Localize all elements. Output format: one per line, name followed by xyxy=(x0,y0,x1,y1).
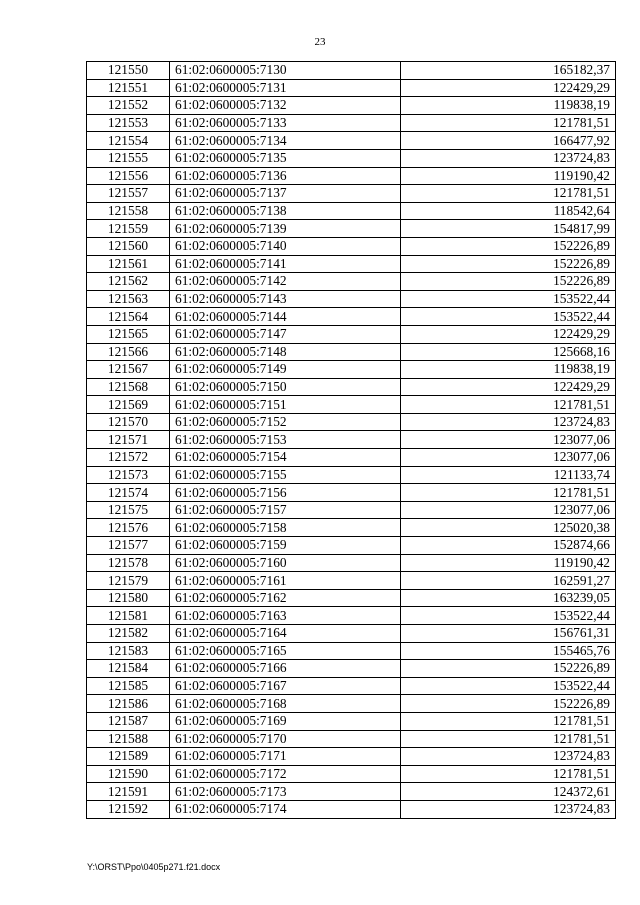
row-number-cell: 121571 xyxy=(87,431,170,449)
cadastral-number-cell: 61:02:0600005:7144 xyxy=(170,308,401,326)
cadastral-number-cell: 61:02:0600005:7147 xyxy=(170,325,401,343)
cadastral-value-cell: 124372,61 xyxy=(401,783,616,801)
table-row xyxy=(87,660,616,678)
row-number-cell: 121592 xyxy=(87,800,170,818)
row-number-cell: 121568 xyxy=(87,378,170,396)
cadastral-value-cell: 152226,89 xyxy=(401,695,616,713)
cadastral-value-cell: 122429,29 xyxy=(401,79,616,97)
table-row xyxy=(87,220,616,238)
row-number-cell: 121574 xyxy=(87,484,170,502)
cadastral-value-cell: 123077,06 xyxy=(401,449,616,467)
row-number-cell: 121550 xyxy=(87,62,170,80)
cadastral-value-cell: 166477,92 xyxy=(401,132,616,150)
row-number-cell: 121553 xyxy=(87,114,170,132)
cadastral-number-cell: 61:02:0600005:7134 xyxy=(170,132,401,150)
cadastral-value-cell: 152226,89 xyxy=(401,255,616,273)
table-row xyxy=(87,325,616,343)
row-number-cell: 121582 xyxy=(87,625,170,643)
cadastral-number-cell: 61:02:0600005:7151 xyxy=(170,396,401,414)
cadastral-number-cell: 61:02:0600005:7138 xyxy=(170,202,401,220)
cadastral-number-cell: 61:02:0600005:7139 xyxy=(170,220,401,238)
cadastral-value-cell: 121133,74 xyxy=(401,466,616,484)
row-number-cell: 121570 xyxy=(87,413,170,431)
row-number-cell: 121584 xyxy=(87,660,170,678)
row-number-cell: 121591 xyxy=(87,783,170,801)
row-number-cell: 121564 xyxy=(87,308,170,326)
table-row xyxy=(87,185,616,203)
table-row xyxy=(87,79,616,97)
table-row xyxy=(87,202,616,220)
cadastral-number-cell: 61:02:0600005:7153 xyxy=(170,431,401,449)
cadastral-number-cell: 61:02:0600005:7160 xyxy=(170,554,401,572)
cadastral-number-cell: 61:02:0600005:7156 xyxy=(170,484,401,502)
table-row xyxy=(87,431,616,449)
table-row xyxy=(87,625,616,643)
cadastral-value-cell: 118542,64 xyxy=(401,202,616,220)
cadastral-value-cell: 152874,66 xyxy=(401,537,616,555)
cadastral-value-cell: 121781,51 xyxy=(401,114,616,132)
cadastral-value-cell: 152226,89 xyxy=(401,660,616,678)
table-row xyxy=(87,589,616,607)
table-row xyxy=(87,730,616,748)
cadastral-value-cell: 121781,51 xyxy=(401,484,616,502)
cadastral-number-cell: 61:02:0600005:7135 xyxy=(170,149,401,167)
row-number-cell: 121557 xyxy=(87,185,170,203)
cadastral-number-cell: 61:02:0600005:7141 xyxy=(170,255,401,273)
table-row xyxy=(87,237,616,255)
table-row xyxy=(87,519,616,537)
cadastral-value-cell: 122429,29 xyxy=(401,325,616,343)
row-number-cell: 121552 xyxy=(87,97,170,115)
cadastral-number-cell: 61:02:0600005:7157 xyxy=(170,501,401,519)
cadastral-number-cell: 61:02:0600005:7171 xyxy=(170,748,401,766)
cadastral-number-cell: 61:02:0600005:7142 xyxy=(170,273,401,291)
table-row xyxy=(87,343,616,361)
row-number-cell: 121561 xyxy=(87,255,170,273)
row-number-cell: 121559 xyxy=(87,220,170,238)
cadastral-number-cell: 61:02:0600005:7173 xyxy=(170,783,401,801)
table-row xyxy=(87,378,616,396)
table-row xyxy=(87,537,616,555)
table-row xyxy=(87,783,616,801)
row-number-cell: 121580 xyxy=(87,589,170,607)
table-row xyxy=(87,501,616,519)
row-number-cell: 121578 xyxy=(87,554,170,572)
table-row xyxy=(87,413,616,431)
cadastral-value-cell: 121781,51 xyxy=(401,765,616,783)
cadastral-number-cell: 61:02:0600005:7137 xyxy=(170,185,401,203)
cadastral-value-cell: 121781,51 xyxy=(401,185,616,203)
row-number-cell: 121572 xyxy=(87,449,170,467)
cadastral-value-cell: 154817,99 xyxy=(401,220,616,238)
row-number-cell: 121562 xyxy=(87,273,170,291)
cadastral-value-cell: 123077,06 xyxy=(401,501,616,519)
cadastral-number-cell: 61:02:0600005:7164 xyxy=(170,625,401,643)
cadastral-value-cell: 125668,16 xyxy=(401,343,616,361)
row-number-cell: 121586 xyxy=(87,695,170,713)
row-number-cell: 121581 xyxy=(87,607,170,625)
cadastral-value-table xyxy=(86,61,616,819)
cadastral-value-cell: 165182,37 xyxy=(401,62,616,80)
table-row xyxy=(87,554,616,572)
table-row xyxy=(87,62,616,80)
table-row xyxy=(87,466,616,484)
cadastral-number-cell: 61:02:0600005:7161 xyxy=(170,572,401,590)
cadastral-value-cell: 153522,44 xyxy=(401,607,616,625)
cadastral-value-cell: 119190,42 xyxy=(401,554,616,572)
row-number-cell: 121554 xyxy=(87,132,170,150)
cadastral-number-cell: 61:02:0600005:7165 xyxy=(170,642,401,660)
cadastral-value-cell: 119838,19 xyxy=(401,97,616,115)
row-number-cell: 121585 xyxy=(87,677,170,695)
row-number-cell: 121567 xyxy=(87,361,170,379)
row-number-cell: 121569 xyxy=(87,396,170,414)
row-number-cell: 121577 xyxy=(87,537,170,555)
row-number-cell: 121558 xyxy=(87,202,170,220)
cadastral-number-cell: 61:02:0600005:7143 xyxy=(170,290,401,308)
cadastral-value-cell: 123724,83 xyxy=(401,800,616,818)
table-row xyxy=(87,642,616,660)
cadastral-value-cell: 163239,05 xyxy=(401,589,616,607)
cadastral-number-cell: 61:02:0600005:7166 xyxy=(170,660,401,678)
table-row xyxy=(87,712,616,730)
cadastral-value-cell: 121781,51 xyxy=(401,730,616,748)
table-row xyxy=(87,396,616,414)
row-number-cell: 121587 xyxy=(87,712,170,730)
cadastral-number-cell: 61:02:0600005:7148 xyxy=(170,343,401,361)
cadastral-number-cell: 61:02:0600005:7136 xyxy=(170,167,401,185)
cadastral-value-cell: 119838,19 xyxy=(401,361,616,379)
table-row xyxy=(87,167,616,185)
row-number-cell: 121590 xyxy=(87,765,170,783)
table-row xyxy=(87,572,616,590)
row-number-cell: 121589 xyxy=(87,748,170,766)
table-row xyxy=(87,765,616,783)
row-number-cell: 121560 xyxy=(87,237,170,255)
cadastral-number-cell: 61:02:0600005:7174 xyxy=(170,800,401,818)
row-number-cell: 121588 xyxy=(87,730,170,748)
table-row xyxy=(87,695,616,713)
row-number-cell: 121573 xyxy=(87,466,170,484)
cadastral-number-cell: 61:02:0600005:7140 xyxy=(170,237,401,255)
cadastral-value-cell: 152226,89 xyxy=(401,237,616,255)
cadastral-value-cell: 153522,44 xyxy=(401,677,616,695)
cadastral-number-cell: 61:02:0600005:7167 xyxy=(170,677,401,695)
cadastral-number-cell: 61:02:0600005:7132 xyxy=(170,97,401,115)
cadastral-value-cell: 123724,83 xyxy=(401,413,616,431)
cadastral-value-cell: 123724,83 xyxy=(401,149,616,167)
cadastral-number-cell: 61:02:0600005:7168 xyxy=(170,695,401,713)
cadastral-number-cell: 61:02:0600005:7150 xyxy=(170,378,401,396)
row-number-cell: 121563 xyxy=(87,290,170,308)
cadastral-number-cell: 61:02:0600005:7170 xyxy=(170,730,401,748)
table-row xyxy=(87,308,616,326)
row-number-cell: 121555 xyxy=(87,149,170,167)
row-number-cell: 121566 xyxy=(87,343,170,361)
table-row xyxy=(87,748,616,766)
table-row xyxy=(87,607,616,625)
table-row xyxy=(87,97,616,115)
row-number-cell: 121576 xyxy=(87,519,170,537)
cadastral-value-cell: 153522,44 xyxy=(401,290,616,308)
cadastral-number-cell: 61:02:0600005:7133 xyxy=(170,114,401,132)
row-number-cell: 121551 xyxy=(87,79,170,97)
row-number-cell: 121579 xyxy=(87,572,170,590)
cadastral-value-cell: 162591,27 xyxy=(401,572,616,590)
cadastral-value-cell: 123724,83 xyxy=(401,748,616,766)
cadastral-value-cell: 153522,44 xyxy=(401,308,616,326)
table-row xyxy=(87,449,616,467)
row-number-cell: 121556 xyxy=(87,167,170,185)
cadastral-value-cell: 155465,76 xyxy=(401,642,616,660)
cadastral-value-cell: 156761,31 xyxy=(401,625,616,643)
cadastral-value-cell: 123077,06 xyxy=(401,431,616,449)
cadastral-number-cell: 61:02:0600005:7155 xyxy=(170,466,401,484)
footer-file-path: Y:\ORST\Ppo\0405p271.f21.docx xyxy=(87,862,221,872)
row-number-cell: 121575 xyxy=(87,501,170,519)
table-row xyxy=(87,255,616,273)
table-row xyxy=(87,149,616,167)
table-row xyxy=(87,273,616,291)
table-row xyxy=(87,484,616,502)
cadastral-number-cell: 61:02:0600005:7163 xyxy=(170,607,401,625)
cadastral-number-cell: 61:02:0600005:7130 xyxy=(170,62,401,80)
cadastral-value-cell: 121781,51 xyxy=(401,396,616,414)
cadastral-number-cell: 61:02:0600005:7169 xyxy=(170,712,401,730)
table-row xyxy=(87,132,616,150)
cadastral-number-cell: 61:02:0600005:7159 xyxy=(170,537,401,555)
cadastral-value-cell: 125020,38 xyxy=(401,519,616,537)
table-row xyxy=(87,677,616,695)
cadastral-number-cell: 61:02:0600005:7172 xyxy=(170,765,401,783)
cadastral-number-cell: 61:02:0600005:7149 xyxy=(170,361,401,379)
row-number-cell: 121565 xyxy=(87,325,170,343)
cadastral-value-cell: 152226,89 xyxy=(401,273,616,291)
cadastral-value-cell: 119190,42 xyxy=(401,167,616,185)
row-number-cell: 121583 xyxy=(87,642,170,660)
page-number: 23 xyxy=(314,36,326,48)
cadastral-number-cell: 61:02:0600005:7131 xyxy=(170,79,401,97)
table-row xyxy=(87,361,616,379)
cadastral-number-cell: 61:02:0600005:7154 xyxy=(170,449,401,467)
table-row xyxy=(87,800,616,818)
cadastral-number-cell: 61:02:0600005:7152 xyxy=(170,413,401,431)
cadastral-value-cell: 122429,29 xyxy=(401,378,616,396)
table-row xyxy=(87,290,616,308)
cadastral-number-cell: 61:02:0600005:7162 xyxy=(170,589,401,607)
cadastral-value-cell: 121781,51 xyxy=(401,712,616,730)
table-body xyxy=(87,62,616,819)
cadastral-number-cell: 61:02:0600005:7158 xyxy=(170,519,401,537)
table-row xyxy=(87,114,616,132)
